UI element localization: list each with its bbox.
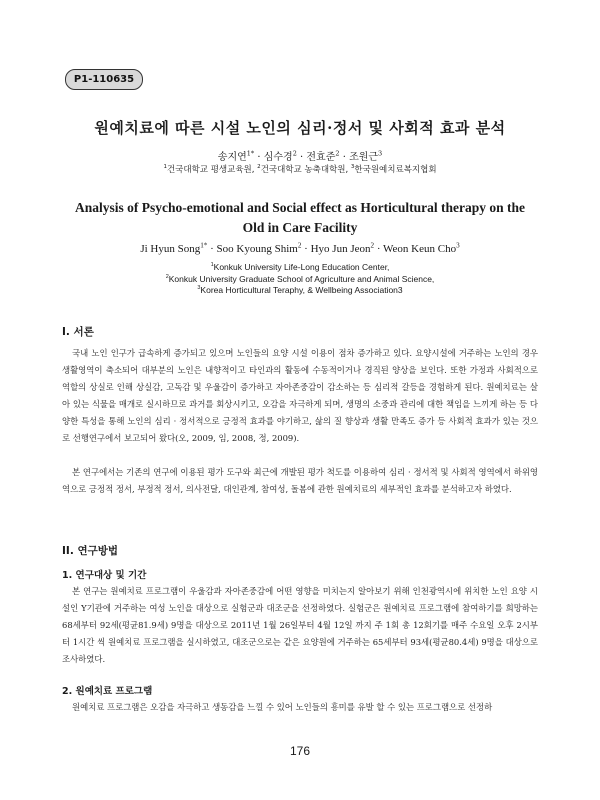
affiliation-en-item [0,262,600,274]
affiliation-ko-mark: 3 [350,164,355,171]
affiliation-en-text: Konkuk University Graduate School of Agriculture and Animal Science, [168,273,435,284]
authors-en-name: Weon Keun Cho [383,243,457,255]
affiliation-en-text: Korea Horticultural Teraphy, & Wellbeing Association3 [200,285,403,295]
page-number: 176 [289,744,311,758]
affiliation-en-mark: 2 [165,273,169,280]
intro-paragraph-1: 국내 노인 인구가 급속하게 증가되고 있으며 노인들의 요양 시설 이용이 점차 증가하고 있다. 요양시설에 거주하는 노인의 경우 생활영역이 축소되어 대부분의 노인은 내향적이고 타인과의 활동에 수동적이거나 경직된 양상을 보인다. 또한 가정과 사회적으로 역할의 상실로 인해 상실감, 고독감 및 우울감이 증가하고 자아존중감이 감소하는 등 심리적 갈등을 경험하게 된다. 원예치료는 살아 있는 식물을 매개로 실시하므로 과거를 회상시키고, 오감을 자극하게 되며, 생명의 소중과 관리에 대한 책임을 느끼게 하는 등 다양한 특성을 통해 노인의 심리 · 정서적으로 긍정적 효과를 야기하고, 삶의 질 향상과 생활 만족도 증가 등 사회적 효과가 있는 것으로 선행연구에서 보고되어 왔다(오, 2009, 임, 2008, 정, 2009). [62,348,538,443]
paper-code-badge: P1-110635 [65,69,143,90]
subsection-heading-program: 2. 원예치료 프로그램 [62,686,153,697]
affiliation-en-item [0,274,600,286]
authors-ko-affiliation-mark: 2 [335,149,340,158]
affiliation-en-mark: 3 [197,285,201,292]
authors-en-separator: · [207,243,217,255]
korean-affiliations [0,163,600,175]
subjects-paragraph: 본 연구는 원예치료 프로그램이 우울감과 자아존중감에 어떤 영향을 미치는지 알아보기 위해 인천광역시에 위치한 노인 요양 시설인 Y기관에 거주하는 여성 노인을 대상으로 실험군과 대조군을 선정하였다. 실험군은 원예치료 프로그램에 참여하기를 희망하는 68세부터 92세(평균81.9세) 9명을 대상으로 2011년 1월 26일부터 4월 12일 까지 주 1회 총 12회기를 매주 수요일 오후 2시부터 1시간 씩 원예치료 프로그램을 실시하였고, 대조군으로는 같은 요양원에 거주하는 65세부터 93세(평균80.4세) 9명을 대상으로 조사하였다. [62,586,538,664]
authors-ko-separator: · [296,152,307,163]
authors-ko-name: 전효준 [306,152,336,163]
authors-en-affiliation-mark: 1* [200,241,208,250]
authors-ko-name: 송지연 [217,152,247,163]
intro-paragraph-2: 본 연구에서는 기존의 연구에 이용된 평가 도구와 최근에 개발된 평가 척도를 이용하여 심리 · 정서적 및 사회적 영역에서 하위영역으로 긍정적 정서, 부정적 정서, 의사전달, 대인관계, 참여성, 돌봄에 관한 원예치료의 세부적인 효과를 분석하고자 하였다. [62,467,538,494]
affiliation-ko-item [163,165,257,175]
authors-ko-affiliation-mark: 2 [292,149,297,158]
english-title-line-2: Old in Care Facility [242,220,358,235]
english-affiliations [0,262,600,297]
authors-ko-name: 심수경 [263,152,293,163]
authors-ko-name: 조원근 [349,152,379,163]
affiliation-en-item [0,285,600,297]
korean-title: 원예치료에 따른 시설 노인의 심리·정서 및 사회적 효과 분석 [94,119,506,137]
section-heading-methods: II. 연구방법 [62,545,119,557]
affiliation-ko-item [257,165,351,175]
program-paragraph: 원예치료 프로그램은 오감을 자극하고 생동감을 느낄 수 있어 노인들의 흥미를 유발 할 수 있는 프로그램으로 선정하 [72,702,493,712]
affiliation-en-text: Konkuk University Life-Long Education Center, [213,262,390,272]
korean-authors [0,148,600,163]
affiliation-ko-item [351,165,437,175]
authors-ko-separator: · [339,152,350,163]
authors-ko-affiliation-mark: 1* [246,149,255,158]
affiliation-ko-text: 한국원예치료복지협회 [354,165,437,175]
authors-en-affiliation-mark: 3 [456,241,460,250]
authors-ko-affiliation-mark: 3 [378,149,383,158]
english-title [0,198,600,238]
authors-ko-separator: · [254,152,264,163]
affiliation-ko-mark: 1 [163,164,167,171]
affiliation-ko-text: 건국대학교 농축대학원, [260,165,351,175]
authors-en-separator: · [374,243,384,255]
affiliation-ko-mark: 2 [257,164,261,171]
subsection-heading-subjects: 1. 연구대상 및 기간 [62,570,147,581]
english-title-line-1: Analysis of Psycho-emotional and Social effect as Horticultural therapy on the [75,200,525,215]
english-authors [0,243,600,255]
authors-en-name: Hyo Jun Jeon [310,243,371,255]
affiliation-ko-text: 건국대학교 평생교육원, [166,165,258,175]
authors-en-affiliation-mark: 2 [370,241,375,250]
authors-en-affiliation-mark: 2 [297,241,302,250]
affiliation-en-mark: 1 [210,262,214,269]
section-heading-introduction: I. 서론 [62,326,94,338]
authors-en-name: Soo Kyoung Shim [216,243,298,255]
authors-en-name: Ji Hyun Song [140,243,201,255]
authors-en-separator: · [301,243,311,255]
